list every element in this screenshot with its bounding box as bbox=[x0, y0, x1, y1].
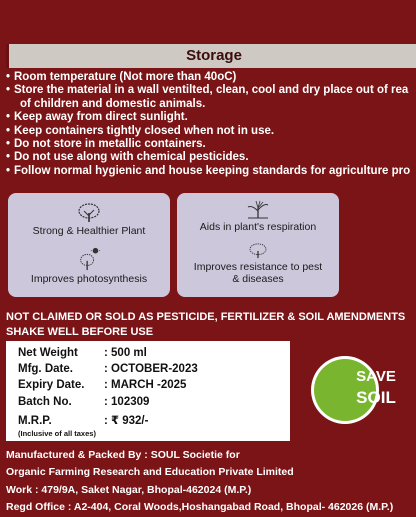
storage-heading-bar bbox=[6, 44, 416, 68]
storage-rules-list bbox=[6, 71, 416, 178]
spec-value: : 102309 bbox=[104, 396, 150, 408]
manufacturer-line: Manufactured & Packed By : SOUL Societie for bbox=[6, 449, 240, 461]
storage-rule: • Follow normal hygienic and house keeping standards for agriculture pro bbox=[6, 165, 416, 178]
spec-batch-no bbox=[18, 396, 149, 408]
regulatory-notice: NOT CLAIMED OR SOLD AS PESTICIDE, FERTILIZER & SOIL AMENDMENTS bbox=[6, 311, 406, 323]
benefit-respiration bbox=[177, 199, 339, 233]
plant-sun-icon bbox=[75, 247, 103, 271]
spec-value: : ₹ 932/- bbox=[104, 415, 149, 427]
spec-mfg-date bbox=[18, 363, 198, 375]
benefit-label: Improves resistance to pest bbox=[193, 261, 323, 273]
badge-line-2: SOIL bbox=[356, 388, 396, 407]
benefits-panel-left bbox=[8, 193, 170, 297]
manufacturer-line: Organic Farming Research and Education Private Limited bbox=[6, 466, 294, 478]
tree-icon bbox=[75, 203, 103, 223]
benefits-panel-right bbox=[177, 193, 339, 297]
storage-rule: • Do not store in metallic containers. bbox=[6, 138, 416, 151]
benefit-strong-plant bbox=[8, 203, 170, 237]
benefit-label: & diseases bbox=[232, 273, 284, 285]
benefit-pest-resistance bbox=[177, 243, 339, 285]
benefit-label: Aids in plant's respiration bbox=[199, 221, 317, 233]
spec-value: : MARCH -2025 bbox=[104, 379, 187, 391]
spec-label: Batch No. bbox=[18, 396, 72, 408]
storage-rule-continued: of children and domestic animals. bbox=[20, 97, 206, 110]
spec-value: : 500 ml bbox=[104, 347, 147, 359]
product-spec-box bbox=[6, 341, 290, 441]
benefit-photosynthesis bbox=[8, 247, 170, 285]
badge-line-1: SAVE bbox=[356, 368, 396, 385]
spec-label: Mfg. Date. bbox=[18, 363, 73, 375]
spec-label: Net Weight bbox=[18, 347, 78, 359]
storage-rule: • Keep containers tightly closed when not in use. bbox=[6, 125, 416, 138]
save-soil-badge bbox=[314, 359, 396, 421]
spec-label: M.R.P. bbox=[18, 415, 52, 427]
spec-expiry-date bbox=[18, 379, 186, 391]
storage-rule: • Do not use along with chemical pesticides. bbox=[6, 151, 416, 164]
plant-icon bbox=[244, 243, 272, 259]
regd-office-address: Regd Office : A2-404, Coral Woods,Hoshangabad Road, Bhopal- 462026 (M.P.) bbox=[6, 501, 394, 513]
spec-net-weight bbox=[18, 347, 147, 359]
spec-label: Expiry Date. bbox=[18, 379, 85, 391]
spec-mrp bbox=[18, 413, 148, 427]
work-address: Work : 479/9A, Saket Nagar, Bhopal-462024 (M.P.) bbox=[6, 484, 252, 496]
storage-rule: • Room temperature (Not more than 40oC) bbox=[6, 71, 416, 84]
sprout-icon bbox=[244, 199, 272, 219]
benefit-label: Improves photosynthesis bbox=[30, 273, 148, 285]
storage-heading: Storage bbox=[186, 47, 242, 64]
tax-note: (Inclusive of all taxes) bbox=[18, 429, 96, 438]
storage-rule: • Store the material in a wall ventilted, clean, cool and dry place out of rea bbox=[6, 84, 416, 97]
shake-instruction: SHAKE WELL BEFORE USE bbox=[6, 326, 154, 338]
benefit-label: Strong & Healthier Plant bbox=[32, 225, 146, 237]
storage-rule: • Keep away from direct sunlight. bbox=[6, 111, 416, 124]
top-banner-strip bbox=[0, 0, 416, 42]
spec-value: : OCTOBER-2023 bbox=[104, 363, 198, 375]
